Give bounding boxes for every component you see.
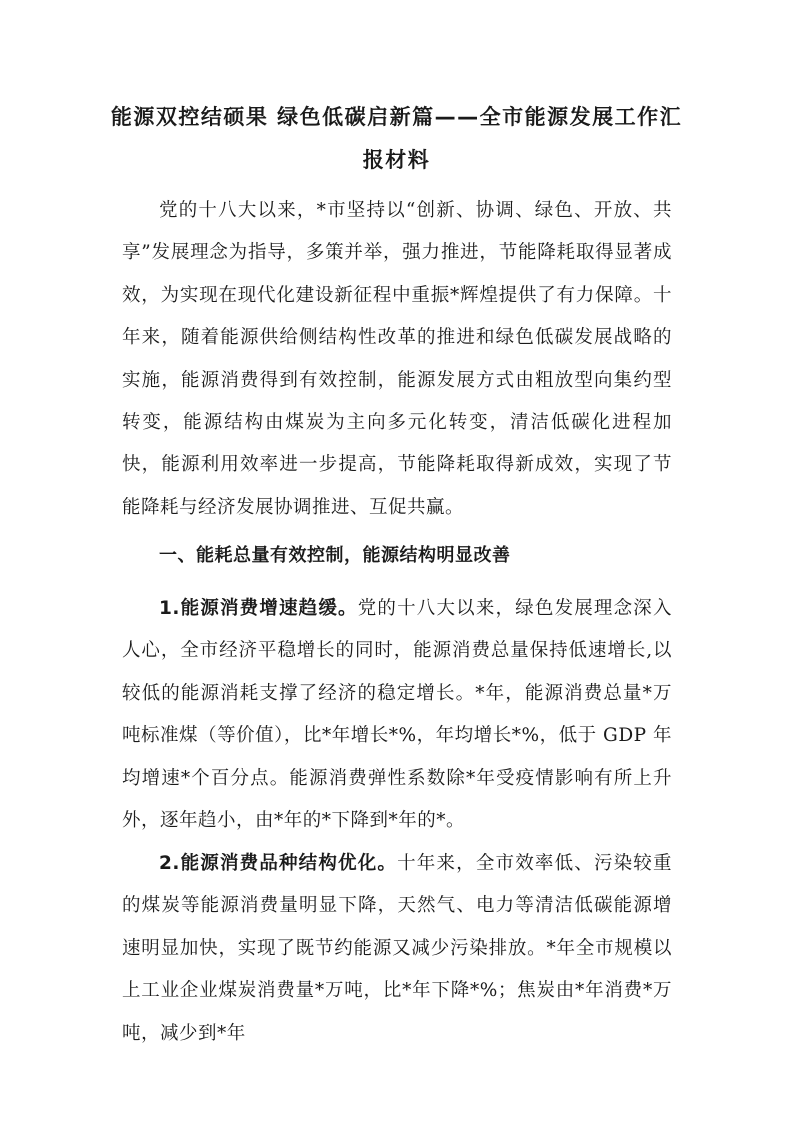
item-1-body: 党的十八大以来，绿色发展理念深入人心，全市经济平稳增长的同时，能源消费总量保持低速增长,以较低的能源消耗支撑了经济的稳定增长。*年，能源消费总量*万吨标准煤（等价值），比*年增长*%，年均增长*%，低于 GDP 年均增速*个百分点。能源消费弹性系数除*年受疫情影响有所上升外，逐年趋小，由*年的*下降到*年的*。 xyxy=(122,598,672,832)
document-title: 能源双控结硕果 绿色低碳启新篇——全市能源发展工作汇报材料 xyxy=(110,105,683,172)
item-2-body: 十年来，全市效率低、污染较重的煤炭等能源消费量明显下降，天然气、电力等清洁低碳能源增速明显加快，实现了既节约能源又减少污染排放。*年全市规模以上工业企业煤炭消费量*万吨，比*年下降*%；焦炭由*年消费*万吨，减少到*年 xyxy=(122,853,672,1044)
intro-paragraph: 党的十八大以来，*市坚持以“创新、协调、绿色、开放、共享”发展理念为指导，多策并举，强力推进，节能降耗取得显著成效，为实现在现代化建设新征程中重振*辉煌提供了有力保障。十年来，随着能源供给侧结构性改革的推进和绿色低碳发展战略的实施，能源消费得到有效控制，能源发展方式由粗放型向集约型转变，能源结构由煤炭为主向多元化转变，清洁低碳化进程加快，能源利用效率进一步提高，节能降耗取得新成效，实现了节能降耗与经济发展协调推进、互促共赢。 xyxy=(122,200,672,518)
item-1-lead: 1.能源消费增速趋缓。 xyxy=(159,598,358,619)
section-heading: 一、能耗总量有效控制，能源结构明显改善 xyxy=(159,545,511,566)
item-1-paragraph xyxy=(122,588,672,842)
item-2-lead: 2.能源消费品种结构优化。 xyxy=(159,853,398,874)
item-2-paragraph xyxy=(122,843,672,1055)
